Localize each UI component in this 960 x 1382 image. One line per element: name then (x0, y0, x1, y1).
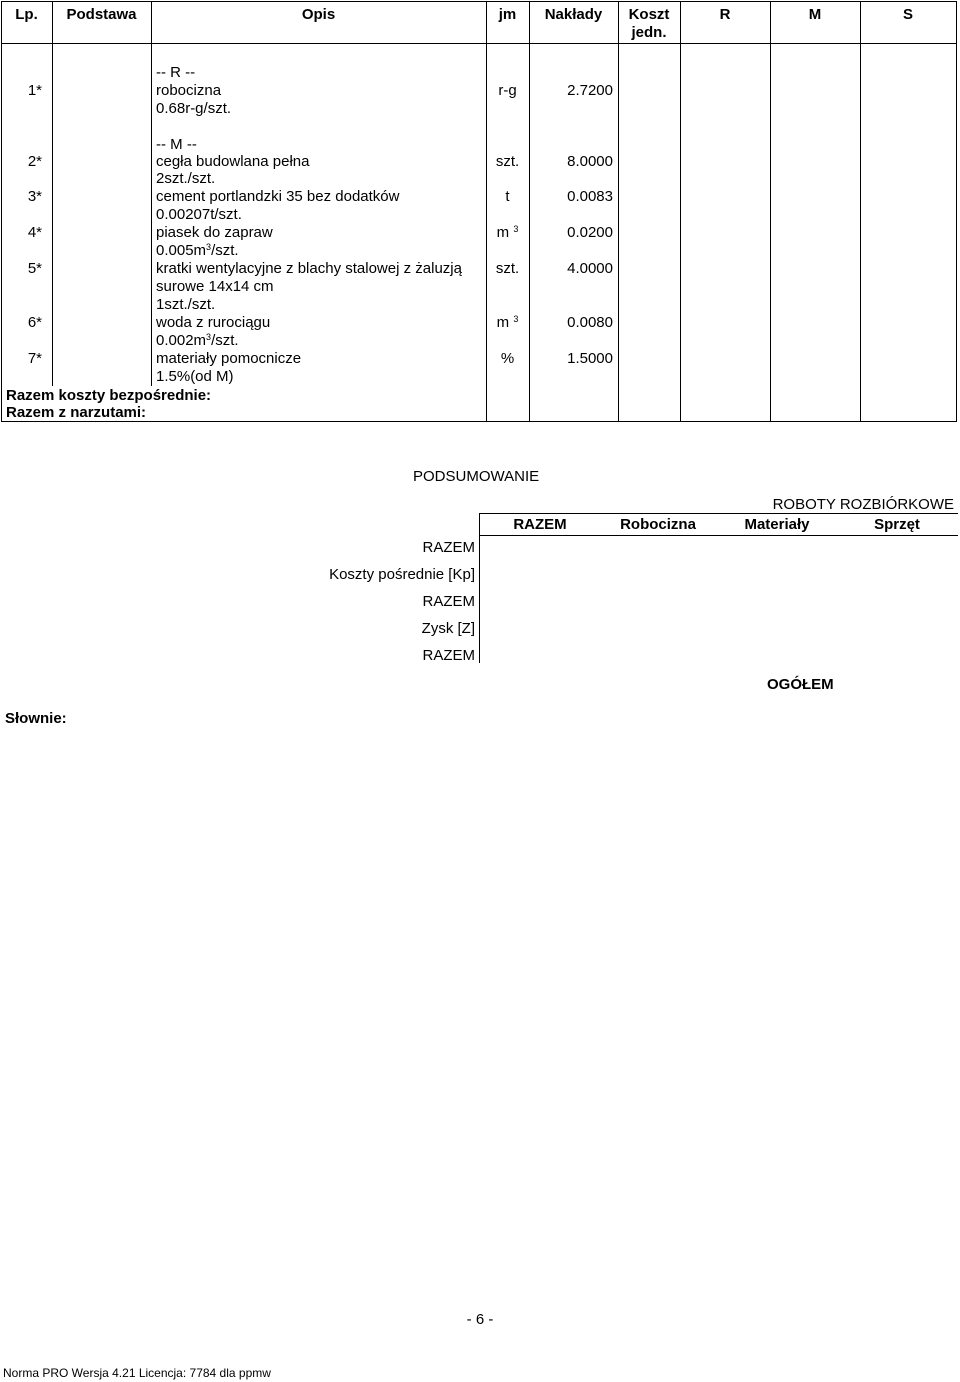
header-podstawa: Podstawa (66, 6, 137, 23)
summary-col-robocizna: Robocizna (620, 516, 696, 533)
total-markups-label: Razem z narzutami: (6, 404, 147, 421)
col-divider (860, 1, 861, 422)
header-lp: Lp. (15, 6, 38, 23)
row-unit: szt. (495, 260, 520, 277)
header-koszt: Koszt (628, 6, 670, 23)
row-lp: 3* (27, 188, 42, 205)
page-number: - 6 - (466, 1311, 494, 1328)
row-unit: szt. (495, 153, 520, 170)
header-r: R (719, 6, 731, 23)
summary-row-zysk: Zysk [Z] (421, 620, 475, 637)
header-naklady: Nakłady (544, 6, 603, 23)
row-description: cement portlandzki 35 bez dodatków (156, 188, 400, 205)
row-naklad: 0.0080 (567, 314, 613, 331)
footer-license: Norma PRO Wersja 4.21 Licencja: 7784 dla ppmw (3, 1366, 271, 1380)
row-lp: 1* (27, 82, 42, 99)
row-naklad: 4.0000 (567, 260, 613, 277)
row-lp: 5* (27, 260, 42, 277)
header-m: M (808, 6, 822, 23)
row-norm: 2szt./szt. (156, 170, 216, 187)
summary-header-top (479, 513, 958, 514)
row-lp: 4* (27, 224, 42, 241)
group-label-m: -- M -- (156, 136, 197, 153)
row-lp: 7* (27, 350, 42, 367)
row-unit: m $^3$ (496, 314, 519, 331)
row-lp: 6* (27, 314, 42, 331)
row-naklad: 0.0083 (567, 188, 613, 205)
summary-title: PODSUMOWANIE (413, 468, 540, 485)
row-norm: 0.00207t/szt. (156, 206, 242, 223)
row-naklad: 8.0000 (567, 153, 613, 170)
col-divider (52, 1, 53, 386)
table-right-border (956, 1, 957, 422)
row-unit: t (505, 188, 510, 205)
col-divider (770, 1, 771, 422)
col-divider (618, 1, 619, 422)
summary-row-koszty-posrednie: Koszty pośrednie [Kp] (329, 566, 475, 583)
total-direct-label: Razem koszty bezpośrednie: (6, 387, 212, 404)
summary-left-border (479, 513, 480, 663)
col-divider (680, 1, 681, 422)
table-bottom-border (1, 421, 957, 422)
row-lp: 2* (27, 153, 42, 170)
row-description: materiały pomocnicze (156, 350, 302, 367)
table-top-border (1, 1, 957, 2)
row-unit: r-g (498, 82, 517, 99)
col-divider (151, 1, 152, 386)
summary-row-razem: RAZEM (422, 593, 475, 610)
row-description: cegła budowlana pełna (156, 153, 310, 170)
summary-col-sprzet: Sprzęt (874, 516, 920, 533)
header-koszt-jedn: jedn. (631, 24, 667, 41)
row-norm: 1szt./szt. (156, 296, 216, 313)
row-norm: 1.5%(od M) (156, 368, 234, 385)
row-description: robocizna (156, 82, 222, 99)
group-label-r: -- R -- (156, 64, 196, 81)
header-jm: jm (498, 6, 517, 23)
row-norm: $0.002m^3$/szt. (156, 332, 239, 349)
summary-col-razem: RAZEM (513, 516, 567, 533)
words-label: Słownie: (5, 710, 67, 727)
row-description: woda z rurociągu (156, 314, 271, 331)
summary-row-razem: RAZEM (422, 647, 475, 664)
summary-row-razem: RAZEM (422, 539, 475, 556)
summary-section-name: ROBOTY ROZBIÓRKOWE (772, 496, 954, 513)
row-description: piasek do zapraw (156, 224, 273, 241)
summary-col-materialy: Materiały (744, 516, 810, 533)
row-naklad: 0.0200 (567, 224, 613, 241)
header-bottom-border (1, 43, 957, 44)
grand-total-label: OGÓŁEM (767, 676, 834, 693)
row-norm: 0.68r-g/szt. (156, 100, 232, 117)
row-norm: $0.005m^3$/szt. (156, 242, 239, 259)
header-opis: Opis (301, 6, 336, 23)
row-unit: m $^3$ (496, 224, 519, 241)
summary-header-bottom (479, 535, 958, 536)
row-naklad: 1.5000 (567, 350, 613, 367)
row-naklad: 2.7200 (567, 82, 613, 99)
header-s: S (902, 6, 913, 23)
row-unit: % (500, 350, 515, 367)
row-description-cont: surowe 14x14 cm (156, 278, 274, 295)
row-description: kratki wentylacyjne z blachy stalowej z żaluzją (156, 260, 462, 277)
